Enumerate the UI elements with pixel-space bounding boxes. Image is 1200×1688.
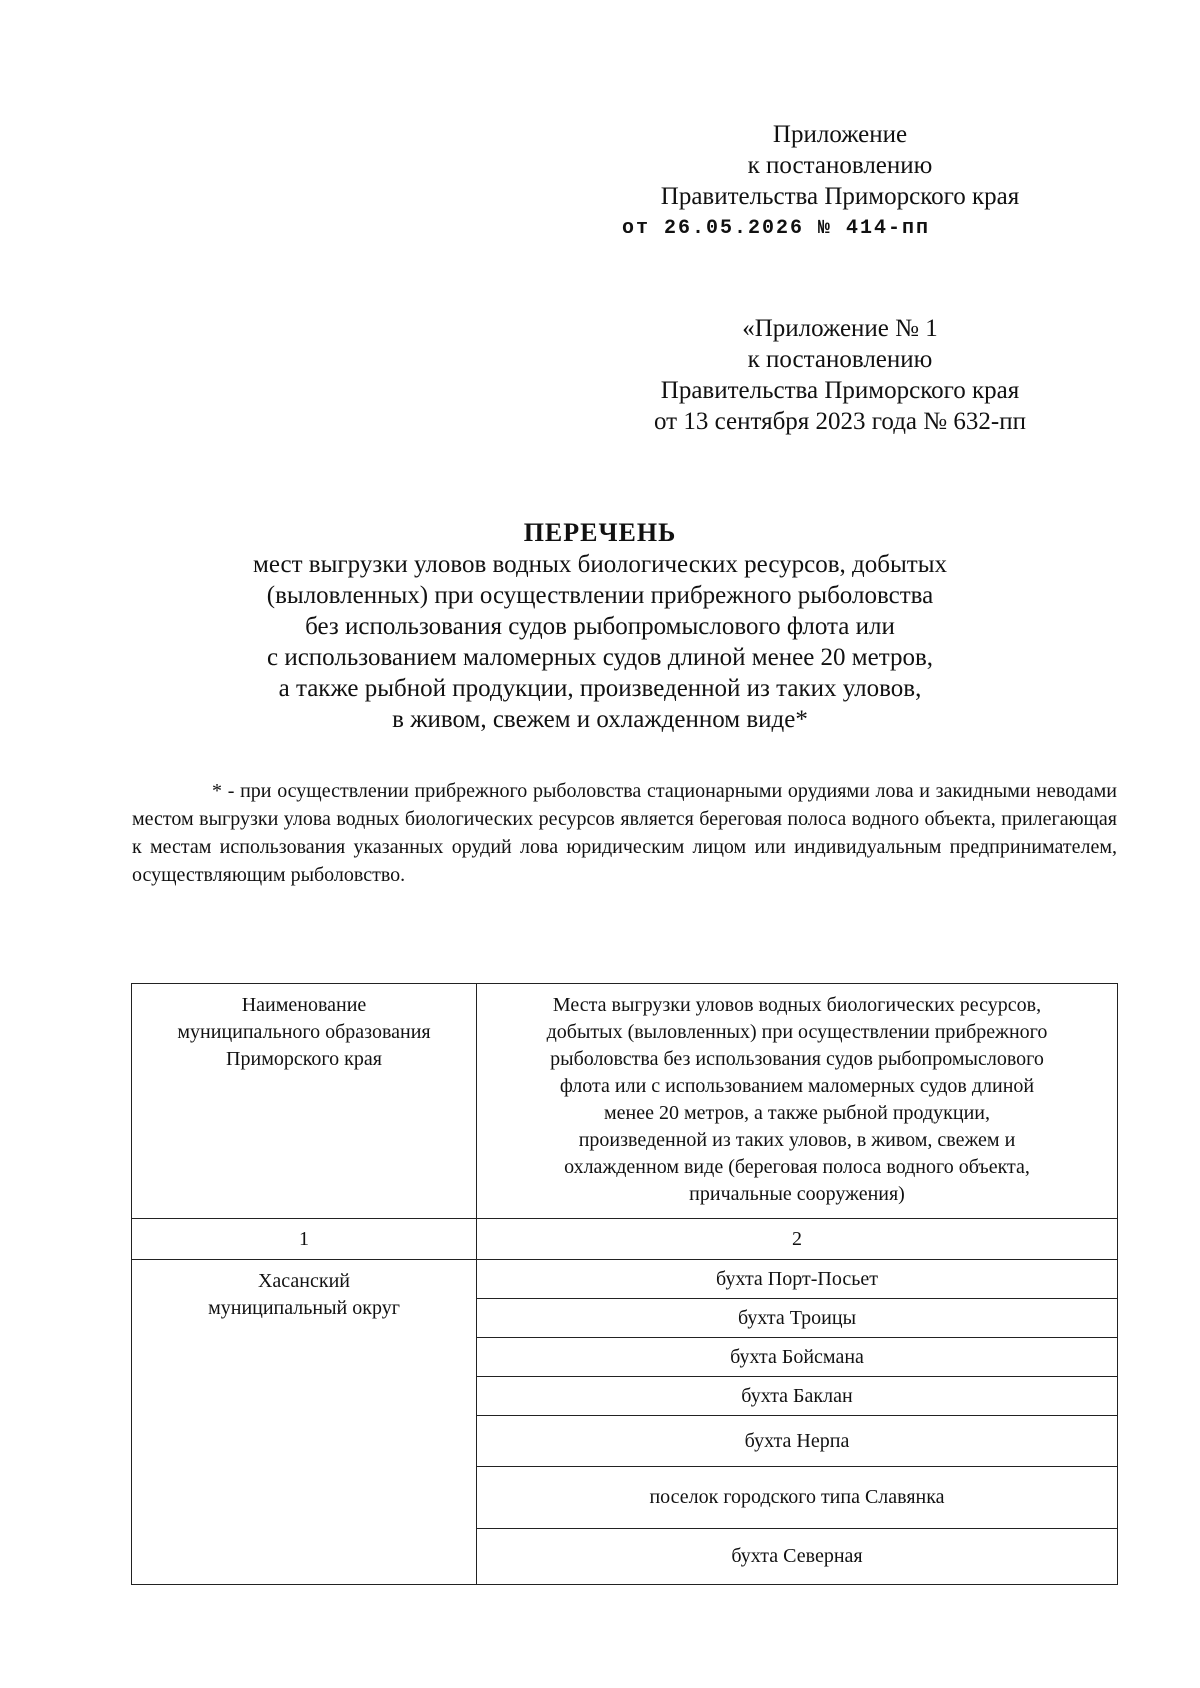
header-line: Места выгрузки уловов водных биологических ресурсов, <box>552 994 1042 1016</box>
title-line: без использования судов рыбопромыслового флота или <box>305 613 895 640</box>
title-heading: ПЕРЕЧЕНЬ <box>523 518 677 547</box>
table-row <box>132 1260 1118 1299</box>
header-cell-municipality <box>132 984 477 1219</box>
header-cell-places <box>477 984 1118 1219</box>
column-number: 2 <box>477 1219 1118 1260</box>
header-line: Наименование <box>241 994 367 1016</box>
document-title <box>150 516 1050 736</box>
municipality-line: Хасанский <box>257 1270 351 1292</box>
header-line: менее 20 метров, а также рыбной продукции, <box>604 1102 990 1124</box>
title-line: в живом, свежем и охлажденном виде* <box>392 706 808 733</box>
header-line: флота или с использованием маломерных судов длиной <box>559 1075 1035 1097</box>
title-line: с использованием маломерных судов длиной менее 20 метров, <box>266 644 933 671</box>
place-cell: бухта Нерпа <box>477 1416 1118 1467</box>
place-cell: бухта Северная <box>477 1529 1118 1585</box>
place-cell: бухта Троицы <box>477 1299 1118 1338</box>
appendix-line: Правительства Приморского края <box>660 377 1020 404</box>
previous-appendix-header <box>600 314 1080 438</box>
appendix-line: «Приложение № 1 <box>742 315 938 342</box>
header-line: охлажденном виде (береговая полоса водного объекта, <box>564 1156 1030 1178</box>
header-line: муниципального образования <box>177 1021 431 1043</box>
appendix-line: к постановлению <box>747 346 933 373</box>
appendix-line: от 13 сентября 2023 года № 632-пп <box>654 408 1026 435</box>
header-line: Приморского края <box>226 1048 382 1070</box>
place-cell: бухта Порт-Посьет <box>477 1260 1118 1299</box>
column-number-row <box>132 1219 1118 1260</box>
title-line: (выловленных) при осуществлении прибрежного рыболовства <box>266 582 934 609</box>
municipality-cell <box>132 1260 477 1585</box>
appendix-line: Правительства Приморского края <box>660 183 1020 210</box>
place-cell: поселок городского типа Славянка <box>477 1467 1118 1529</box>
header-line: причальные сооружения) <box>689 1183 905 1205</box>
header-line: произведенной из таких уловов, в живом, свежем и <box>578 1129 1016 1151</box>
footnote: * - при осуществлении прибрежного рыболовства стационарными орудиями лова и закидными неводами местом выгрузки улова водных биологических ресурсов является береговая полоса водного объекта, прилегающая к местам использования указанных орудий лова юридическим лицом или индивидуальным предпринимателем, осуществляющим рыболовство. <box>132 780 1117 886</box>
header-line: рыболовства без использования судов рыбопромыслового <box>550 1048 1044 1070</box>
appendix-line: к постановлению <box>747 152 933 179</box>
header-line: добытых (выловленных) при осуществлении прибрежного <box>546 1021 1048 1043</box>
municipality-line: муниципальный округ <box>208 1297 400 1319</box>
table-header-row <box>132 984 1118 1219</box>
appendix-line: Приложение <box>772 121 908 148</box>
registration-number-stamp: от 26.05.2026 № 414-пп <box>622 217 931 240</box>
column-number: 1 <box>132 1219 477 1260</box>
place-cell: бухта Бойсмана <box>477 1338 1118 1377</box>
title-line: а также рыбной продукции, произведенной из таких уловов, <box>278 675 922 702</box>
title-line: мест выгрузки уловов водных биологических ресурсов, добытых <box>253 551 947 578</box>
landing-places-table <box>131 983 1118 1585</box>
place-cell: бухта Баклан <box>477 1377 1118 1416</box>
appendix-header <box>600 120 1080 240</box>
